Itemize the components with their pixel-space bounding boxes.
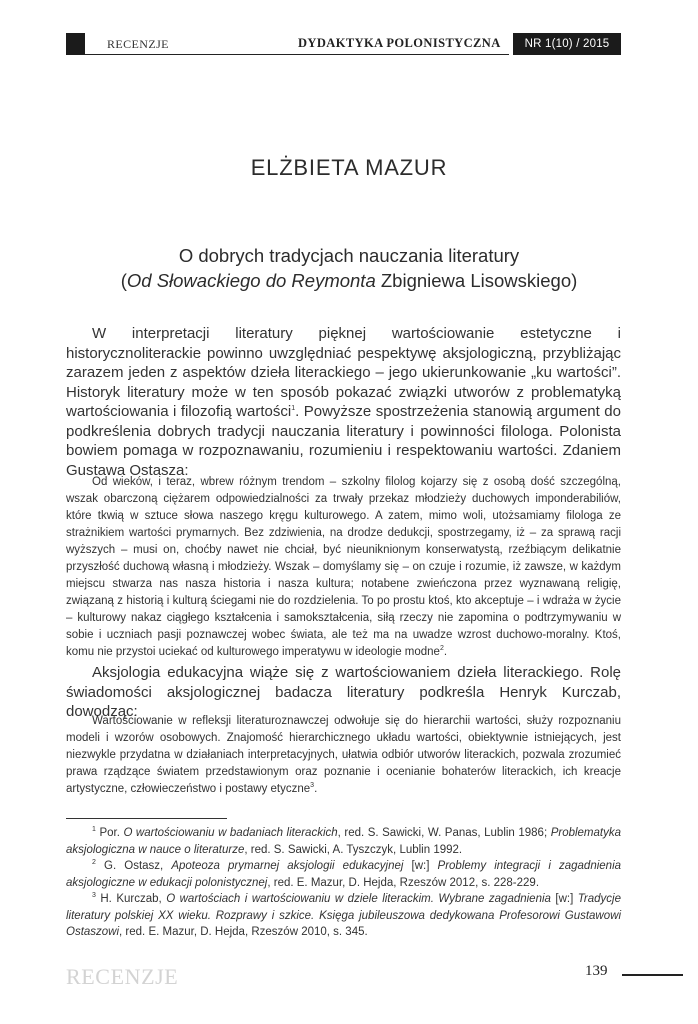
footnote-1-text-c: , red. S. Sawicki, A. Tyszczyk, Lublin 1992. — [244, 843, 463, 856]
footnote-ref-3[interactable]: 3 — [310, 782, 315, 790]
footnote-3-title-a: O wartościach i wartościowaniu w dziele literackim. Wybrane zagadnienia — [166, 893, 551, 905]
paragraph-1-text: W interpretacji literatury pięknej wartościowanie estetyczne i historycznoliterackie powinno uwzględniać pespektywę aksjologiczną, przybliżając zarazem jeden z aspektów dzieła literackiego – jego ukierunkowanie „ku wartości”. Historyk literatury może w ten sposób pokazać związki utworów z problematyką wartościowania i filozofią wartości — [66, 325, 621, 420]
header-left-block — [66, 33, 85, 55]
footnote-2 — [66, 858, 621, 891]
footnote-3-text-b: [w:] — [550, 893, 578, 905]
title-book-author: Zbigniewa Lisowskiego) — [375, 270, 578, 291]
footnote-1-text-b: , red. S. Sawicki, W. Panas, Lublin 1986; — [337, 827, 551, 839]
footnote-2-title-b: Problemy integracji i zagadnienia aksjologiczne w edukacji polonistycznej — [66, 860, 622, 889]
footnote-3-text-c: , red. E. Mazur, D. Hejda, Rzeszów 2010, s. 345. — [119, 926, 368, 938]
footer-section-label: RECENZJE — [66, 964, 179, 989]
footnote-1-text-a: Por. — [95, 827, 124, 839]
paragraph-1-text-cont: . Powyższe spostrzeżenia stanowią argument do podkreślenia dobrych tradycji nauczania literatury i powinności filologa. Polonista bowiem pomaga w rozpoznawaniu, rozumieniu i respektowaniu wartości. Zdaniem Gustawa Ostasza: — [66, 403, 621, 479]
page-number: 139 — [585, 963, 608, 979]
footnote-2-title-a: Apoteoza prymarnej aksjologii edukacyjnej — [171, 860, 404, 872]
header-rule — [85, 54, 509, 55]
title-book-name: Od Słowackiego do Reymonta — [126, 270, 376, 291]
quote-1-text: Od wieków, i teraz, wbrew różnym trendom – szkolny filolog kojarzy się z osobą dość szczególną, wszak obarczoną ciężarem odpowiedzialności za trwały przekaz młodzieży duchowych imponderabiliów, które tkwią w sztuce słowa naszego kręgu kulturowego. A zatem, mimo woli, utożsamiamy filologa ze strażnikiem wartości prymarnych. Bez zdziwienia, na drodze dedukcji, spostrzegamy, iż – za sprawą racji wyższych – musi on, choćby nawet nie chciał, być nieuniknionym konserwatystą, rzeźbiącym delikatnie przyszłość duchową własną i młodzieży. Wszak – domyślamy się – on czuje i rozumie, iż zawsze, w każdym miejscu stwarza nas nasza historia i nasza kultura; notabene zwieńczona przez wyznawaną religię, związaną z historią i kulturą ściegami nie do rozdzielenia. To po prostu ktoś, kto akceptuje – i wdraża w życie – kulturowy nakaz ciągłego kształcenia i samokształcenia, siłą rzeczy nie zapomina o podtrzymywaniu w sobie i uczniach pasji poznawczej wobec świata, ale też ma na uwadze wzrost duchowo-moralny. Ktoś, komu nie przystoi uciekać od kulturowego imperatywu w ideologie modne — [66, 476, 621, 658]
header-issue-badge: NR 1(10) / 2015 — [513, 33, 621, 55]
footnote-2-text-c: , red. E. Mazur, D. Hejda, Rzeszów 2012, s. 228-229. — [267, 876, 540, 889]
footnote-3-number: 3 — [92, 892, 96, 900]
footer-rule — [622, 974, 683, 976]
footnote-ref-2[interactable]: 2 — [439, 645, 444, 653]
footnote-ref-1[interactable]: 1 — [291, 405, 296, 412]
title-line-1: O dobrych tradycjach nauczania literatury — [178, 245, 520, 266]
running-header — [66, 33, 621, 55]
block-quote-2 — [66, 713, 621, 798]
title-paren: ( — [120, 270, 127, 291]
footnote-2-text-a: G. Ostasz, — [95, 860, 172, 872]
footnote-2-text-b: [w:] — [403, 860, 438, 872]
footnote-1 — [66, 825, 621, 858]
article-author: ELŻBIETA MAZUR — [250, 155, 448, 180]
footnotes — [66, 825, 621, 941]
footnote-1-number: 1 — [92, 826, 96, 834]
footnote-3-title-b: Tradycje literatury polskiej XX wieku. Rozprawy i szkice. Księga jubileuszowa dedykowana Profesorowi Gustawowi Ostaszowi — [66, 893, 622, 938]
quote-1-end: . — [443, 646, 448, 658]
title-line-2 — [0, 268, 698, 293]
footnote-3-text-a: H. Kurczab, — [95, 893, 167, 905]
quote-2-text: Wartościowanie w refleksji literaturoznawczej odwołuje się do hierarchii wartości, służy rozpoznaniu modeli i wzorów osobowych. Znajomość hierarchicznego układu wartości, obiektywnie istniejących, jest niezwykle przydatna w działaniach interpretacyjnych, ułatwia odbiór utworów literackich, pozwala zrozumieć prawa rządzące światem przedstawionym oraz poznanie i ocenianie bohaterów literackich, ich kreacje artystyczne, człowieczeństwo i postawy etyczne — [66, 715, 621, 795]
paragraph-2: Aksjologia edukacyjna wiąże się z wartościowaniem dzieła literackiego. Rolę świadomości aksjologicznej badacza literatury podkreśla Henryk Kurczab, dowodząc: — [66, 664, 621, 720]
quote-2-end: . — [314, 783, 318, 795]
paragraph-1 — [66, 324, 621, 480]
article-title — [0, 243, 698, 293]
header-journal-title: DYDAKTYKA POLONISTYCZNA — [298, 36, 501, 50]
block-quote-1 — [66, 474, 621, 661]
footnote-1-title-b: Problematyka aksjologiczna w nauce o literaturze — [66, 827, 621, 856]
footnote-3 — [66, 891, 621, 941]
footnote-separator — [66, 818, 227, 819]
footnote-1-title-a: O wartościowaniu w badaniach literackich — [123, 827, 338, 839]
header-section: RECENZJE — [107, 37, 169, 51]
footnote-2-number: 2 — [92, 859, 96, 867]
